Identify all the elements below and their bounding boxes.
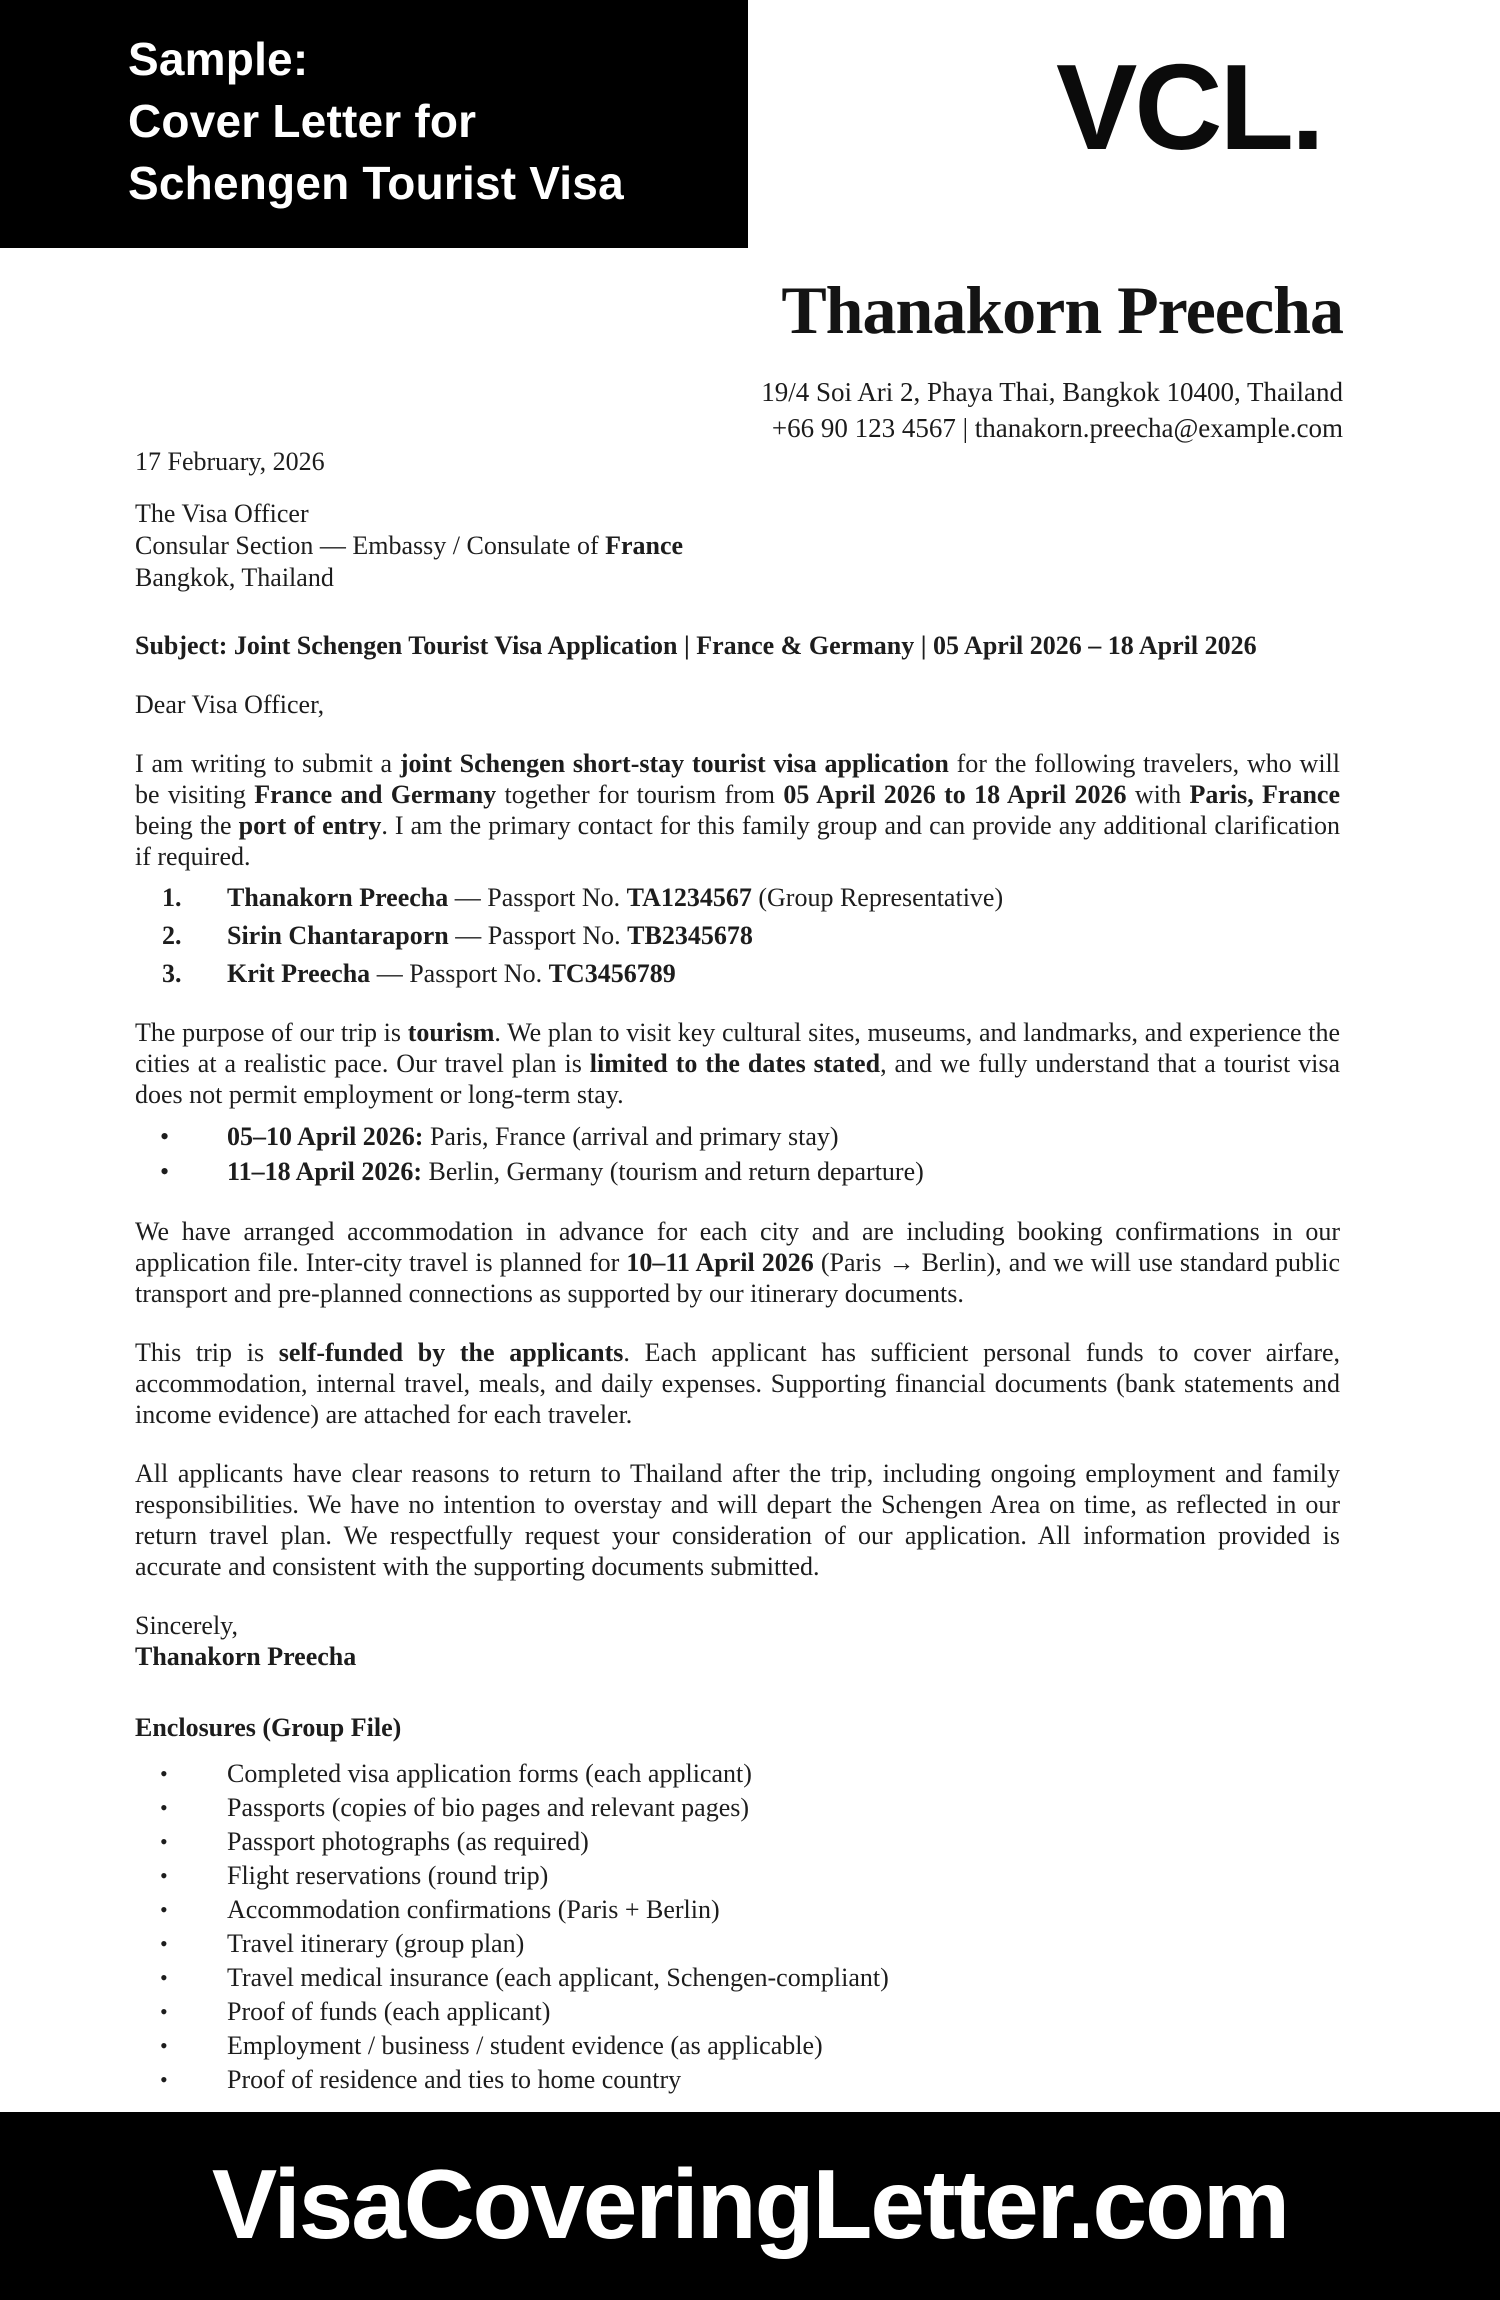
enclosure-text: Travel itinerary (group plan) (227, 1929, 525, 1958)
bullet-icon (160, 2063, 227, 2097)
enclosure-text: Flight reservations (round trip) (227, 1861, 549, 1890)
purpose-paragraph: The purpose of our trip is tourism. We plan to visit key cultural sites, museums, and landmarks, and experience the cities at a realistic pace. Our travel plan is limited to the dates stated, and we fully understand that a tourist visa does not permit employment or long-term stay. (135, 1018, 1340, 1109)
letterhead (761, 272, 1343, 446)
traveler-item (162, 882, 1340, 913)
enclosure-item (160, 1757, 1340, 1791)
enclosure-text: Passports (copies of bio pages and relevant pages) (227, 1793, 750, 1822)
intro-paragraph: I am writing to submit a joint Schengen short-stay tourist visa application for the following travelers, who will be visiting France and Germany together for tourism from 05 April 2026 to 18 April 2026 with Paris, France being the port of entry. I am the primary contact for this family group and can provide any additional clarification if required. (135, 749, 1340, 871)
funding-paragraph: This trip is self-funded by the applicants. Each applicant has sufficient personal funds to cover airfare, accommodation, internal travel, meals, and daily expenses. Supporting financial documents (bank statements and income evidence) are attached for each traveler. (135, 1338, 1341, 1429)
itinerary-list (160, 1120, 1340, 1188)
closing-line: Sincerely, (135, 1611, 238, 1640)
signature-name: Thanakorn Preecha (135, 1642, 357, 1671)
enclosure-text: Accommodation confirmations (Paris + Berlin) (227, 1895, 720, 1924)
logistics-paragraph: We have arranged accommodation in advance for each city and are including booking confirmations in our application file. Inter-city travel is planned for 10–11 April 2026 (Paris → Berlin), and we will use standard public transport and pre-planned connections as supported by our itinerary documents. (135, 1217, 1341, 1308)
traveler-number: 1. (162, 883, 182, 912)
bullet-icon (160, 1859, 227, 1893)
enclosure-item (160, 1893, 1340, 1927)
recipient-section: Consular Section — Embassy / Consulate of France (135, 531, 684, 560)
itinerary-text: 11–18 April 2026: Berlin, Germany (tourism and return departure) (227, 1157, 924, 1186)
traveler-number: 3. (162, 959, 182, 988)
traveler-text: Sirin Chantaraporn — Passport No. TB2345678 (227, 921, 753, 950)
vcl-logo: VCL. (1056, 39, 1322, 175)
bullet-icon (160, 1757, 227, 1791)
return-paragraph: All applicants have clear reasons to return to Thailand after the trip, including ongoing employment and family responsibilities. We have no intention to overstay and will depart the Schengen Area on time, as reflected in our return travel plan. We respectfully request your consideration of our application. All information provided is accurate and consistent with the supporting documents submitted. (135, 1459, 1340, 1581)
site-footer (0, 2112, 1500, 2300)
enclosure-item (160, 1961, 1340, 1995)
enclosure-item (160, 1995, 1340, 2029)
recipient-name: The Visa Officer (135, 499, 309, 528)
traveler-item (162, 958, 1340, 989)
banner-line-3: Schengen Tourist Visa (128, 157, 624, 209)
travelers-list (162, 882, 1340, 989)
bullet-icon (160, 1995, 227, 2029)
itinerary-item (160, 1120, 1340, 1153)
enclosure-item (160, 1791, 1340, 1825)
traveler-number: 2. (162, 921, 182, 950)
enclosure-item (160, 1825, 1340, 1859)
footer-text: VisaCoveringLetter.com (211, 2149, 1289, 2259)
traveler-item (162, 920, 1340, 951)
recipient-city: Bangkok, Thailand (135, 563, 334, 592)
itinerary-item (160, 1155, 1340, 1188)
enclosure-text: Employment / business / student evidence (as applicable) (227, 2031, 823, 2060)
enclosure-item (160, 2063, 1340, 2097)
subject-line: Subject: Joint Schengen Tourist Visa Application | France & Germany | 05 April 2026 – 18 April 2026 (135, 631, 1257, 660)
applicant-name: Thanakorn Preecha (781, 272, 1343, 348)
letter-date: 17 February, 2026 (135, 447, 325, 476)
enclosure-item (160, 2029, 1340, 2063)
bullet-icon (160, 1927, 227, 1961)
enclosure-text: Proof of residence and ties to home country (227, 2065, 682, 2094)
enclosure-text: Passport photographs (as required) (227, 1827, 589, 1856)
bullet-icon (160, 1893, 227, 1927)
enclosure-item (160, 1859, 1340, 1893)
itinerary-text: 05–10 April 2026: Paris, France (arrival and primary stay) (227, 1122, 839, 1151)
banner-line-2: Cover Letter for (128, 95, 477, 147)
enclosure-item (160, 1927, 1340, 1961)
banner-line-1: Sample: (128, 33, 309, 85)
bullet-icon (160, 1825, 227, 1859)
recipient-block (135, 498, 1340, 594)
traveler-text: Thanakorn Preecha — Passport No. TA1234567 (Group Representative) (227, 883, 1004, 912)
closing-block (135, 1610, 1340, 1672)
bullet-icon (160, 1961, 227, 1995)
salutation: Dear Visa Officer, (135, 690, 325, 719)
bullet-icon (160, 1791, 227, 1825)
bullet-icon (160, 1155, 227, 1188)
enclosures-list (160, 1757, 1340, 2097)
applicant-contact: +66 90 123 4567 | thanakorn.preecha@example.com (771, 413, 1343, 443)
enclosure-text: Completed visa application forms (each applicant) (227, 1759, 752, 1788)
enclosures-heading: Enclosures (Group File) (135, 1713, 402, 1742)
enclosure-text: Proof of funds (each applicant) (227, 1997, 551, 2026)
letter-body (135, 446, 1340, 2097)
bullet-icon (160, 2029, 227, 2063)
applicant-address: 19/4 Soi Ari 2, Phaya Thai, Bangkok 10400, Thailand (761, 377, 1343, 407)
sample-banner (0, 0, 748, 248)
enclosure-text: Travel medical insurance (each applicant, Schengen-compliant) (227, 1963, 889, 1992)
traveler-text: Krit Preecha — Passport No. TC3456789 (227, 959, 676, 988)
bullet-icon (160, 1120, 227, 1153)
